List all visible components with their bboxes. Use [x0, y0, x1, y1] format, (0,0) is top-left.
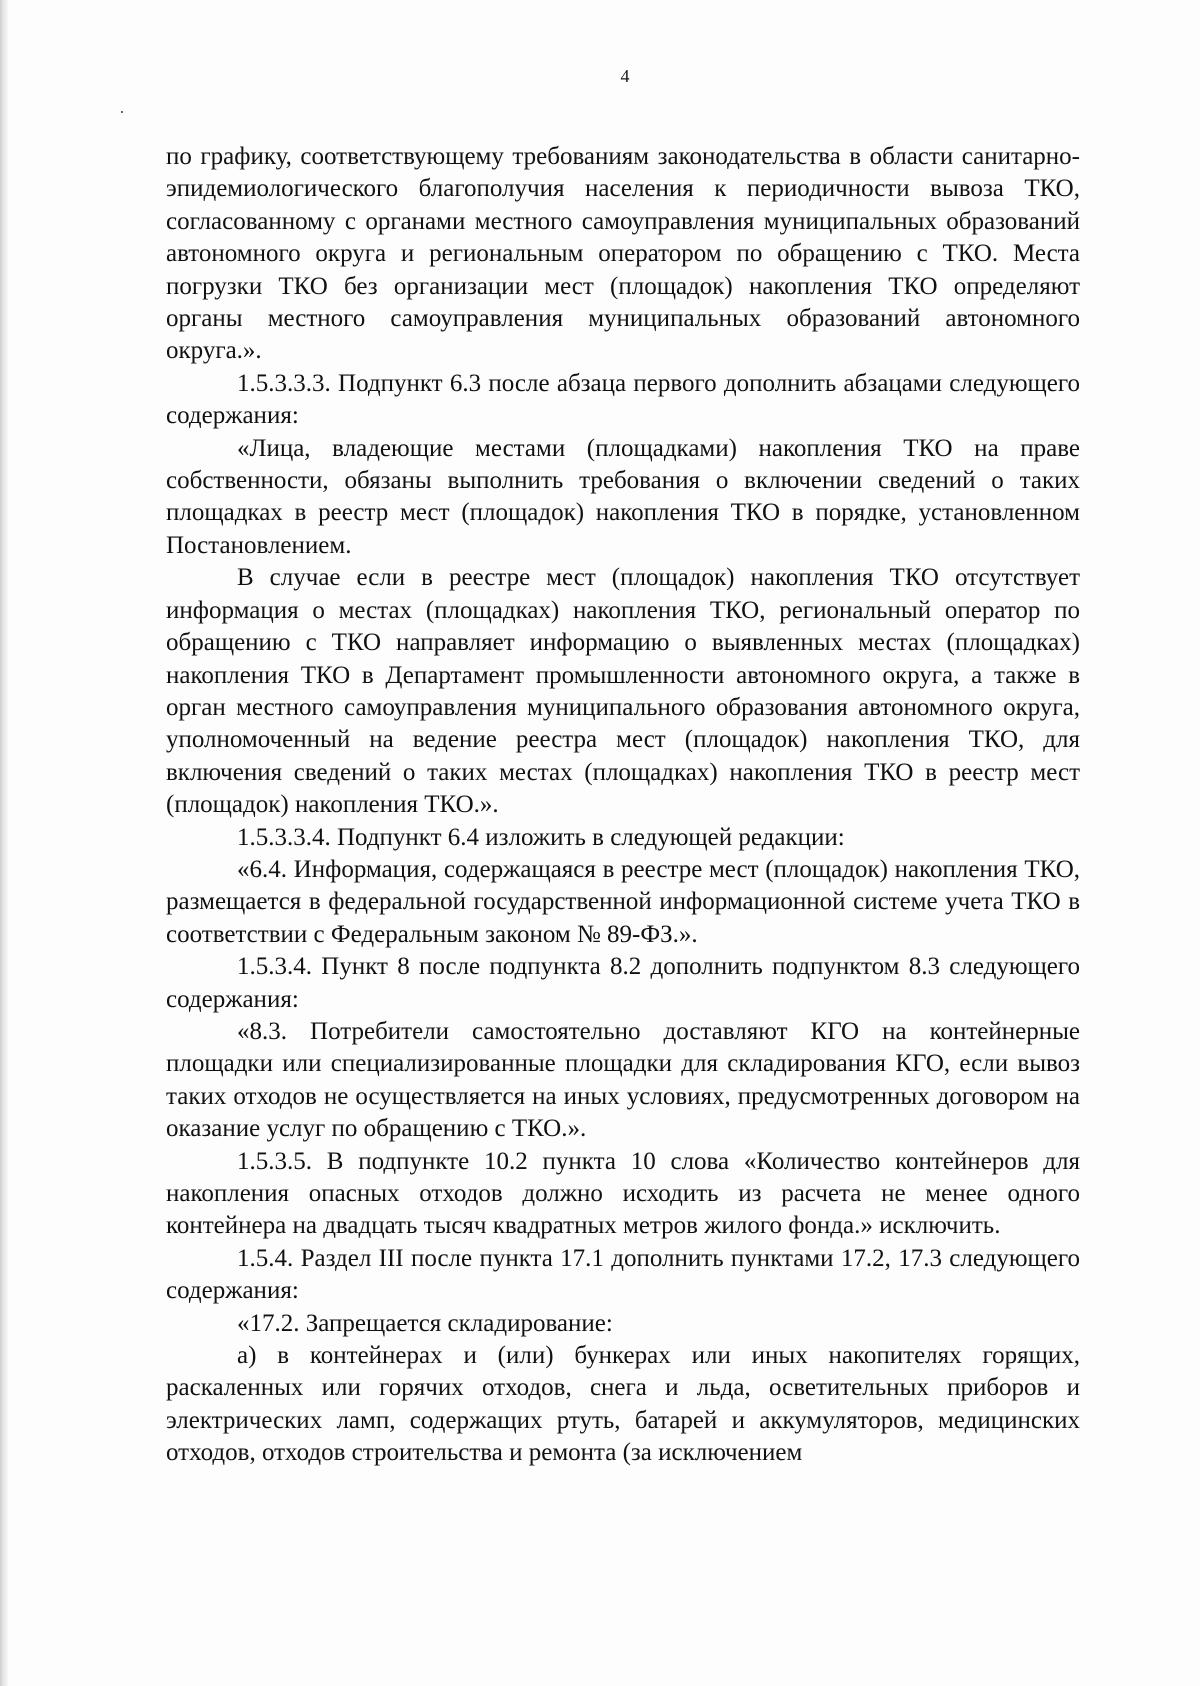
- paragraph-6-4: «6.4. Информация, содержащаяся в реестре мест (площадок) накопления ТКО, размещается в федеральной государственной информационной системе учета ТКО в соответствии с Федеральным законом № 89-ФЗ.».: [166, 855, 1080, 948]
- scan-edge: [0, 0, 8, 1686]
- paragraph-1-5-4: 1.5.4. Раздел III после пункта 17.1 дополнить пунктами 17.2, 17.3 следующего содержания:: [166, 1244, 1080, 1305]
- paragraph-schedule-continuation: по графику, соответствующему требованиям законодательства в области санитарно-эпидемиологического благополучия населения к периодичности вывоза ТКО, согласованному с органами местного самоуправления муниципальных образований автономного округа и региональным оператором по обращению с ТКО. Места погрузки ТКО без организации мест (площадок) накопления ТКО определяют органы местного самоуправления муниципальных образований автономного округа.».: [166, 143, 1080, 365]
- paragraph-1-5-3-3-3: 1.5.3.3.3. Подпункт 6.3 после абзаца первого дополнить абзацами следующего содержания:: [166, 369, 1080, 430]
- paragraph-owners-obligation: «Лица, владеющие местами (площадками) накопления ТКО на праве собственности, обязаны выполнить требования о включении сведений о таких площадках в реестр мест (площадок) накопления ТКО в порядке, установленном Постановлением.: [166, 434, 1080, 559]
- paragraph-1-5-3-4: 1.5.3.4. Пункт 8 после подпункта 8.2 дополнить подпунктом 8.3 следующего содержания:: [166, 953, 1080, 1013]
- document-body: [166, 141, 1080, 1470]
- paragraph-1-5-3-5: 1.5.3.5. В подпункте 10.2 пункта 10 слова «Количество контейнеров для накопления опасных отходов должно исходить из расчета не менее одного контейнера на двадцать тысяч квадратных метров жилого фонда.» исключить.: [166, 1147, 1080, 1240]
- paragraph-17-2: «17.2. Запрещается складирование:: [237, 1309, 613, 1337]
- scan-artifact: [121, 111, 123, 113]
- paragraph-1-5-3-3-4: 1.5.3.3.4. Подпункт 6.4 изложить в следующей редакции:: [237, 823, 845, 851]
- paragraph-registry-absence: В случае если в реестре мест (площадок) накопления ТКО отсутствует информация о местах (площадках) накопления ТКО, региональный оператор по обращению с ТКО направляет информацию о выявленных местах (площадках) накопления ТКО в Департамент промышленности автономного округа, а также в орган местного самоуправления муниципального образования автономного округа, уполномоченный на ведение реестра мест (площадок) накопления ТКО, для включения сведений о таких местах (площадках) накопления ТКО в реестр мест (площадок) накопления ТКО.».: [166, 564, 1080, 819]
- paragraph-17-2-a: а) в контейнерах и (или) бункерах или иных накопителях горящих, раскаленных или горячих отходов, снега и льда, осветительных приборов и электрических ламп, содержащих ртуть, батарей и аккумуляторов, медицинских отходов, отходов строительства и ремонта (за исключением: [166, 1342, 1080, 1467]
- page-number: 4: [620, 66, 630, 86]
- paragraph-8-3: «8.3. Потребители самостоятельно доставляют КГО на контейнерные площадки или специализированные площадки для складирования КГО, если вывоз таких отходов не осуществляется на иных условиях, предусмотренных договором на оказание услуг по обращению с ТКО.».: [166, 1017, 1080, 1143]
